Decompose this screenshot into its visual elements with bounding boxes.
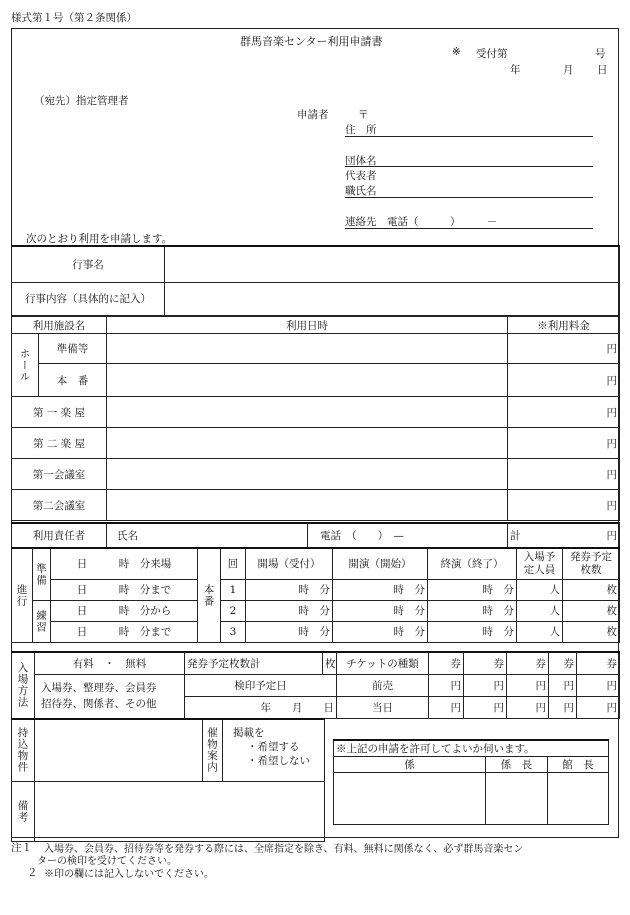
receipt-no-suffix: 号 [595, 48, 606, 60]
sameday-price[interactable]: 円 [429, 696, 464, 718]
facility-date-field[interactable] [107, 490, 508, 521]
presale-price[interactable]: 円 [464, 674, 507, 696]
group-label: 団体名 [345, 155, 377, 167]
event-content-field[interactable] [165, 282, 620, 315]
manager-name-label: 氏名 [117, 529, 138, 542]
progress-row[interactable]: 日 時 分から [51, 600, 198, 621]
end-time[interactable]: 時 分 [428, 579, 517, 600]
exhibit-opt-yes[interactable]: ・希望する [247, 741, 300, 753]
start-time[interactable]: 時 分 [333, 621, 428, 642]
facility-row-label: 本 番 [39, 364, 107, 397]
approval-question: ※上記の申請を許可してよいか伺います。 [334, 740, 609, 757]
presale-label: 前売 [337, 674, 429, 696]
show-number: 2 [221, 600, 246, 621]
people-field[interactable]: 人 [517, 600, 563, 621]
receipt-mark: ※ [452, 46, 461, 58]
progress-table [11, 547, 620, 643]
manager-table [11, 522, 620, 548]
ticket-kind-field[interactable]: 券 [464, 652, 507, 674]
event-content-label: 行事内容（具体的に記入） [12, 282, 165, 315]
receipt-label: 受付第 [476, 48, 508, 60]
facility-date-field[interactable] [107, 459, 508, 490]
facility-row-label: 第 一 楽 屋 [12, 397, 107, 428]
remarks-field[interactable] [35, 781, 325, 841]
facility-fee: 円 [508, 397, 620, 428]
facility-fee: 円 [508, 428, 620, 459]
hall-label: ホール [12, 334, 39, 397]
facility-date-field[interactable] [107, 428, 508, 459]
col-open: 開場（受付） [246, 548, 333, 579]
rep-title-label: 職氏名 [345, 185, 377, 197]
approval-table [333, 739, 609, 825]
show-number: 3 [221, 621, 246, 642]
tickets-field[interactable]: 枚 [563, 579, 620, 600]
approval-col-director: 館 長 [548, 757, 609, 773]
col-date: 利用日時 [107, 317, 508, 334]
tickets-field[interactable]: 枚 [563, 621, 620, 642]
group-line[interactable] [345, 166, 593, 167]
stamp-date-label: 検印予定日 [185, 674, 337, 696]
col-kai: 回 [221, 548, 246, 579]
note1-line1: 入場券、会員券、招待券等を発券する際には、全席指定を除き、有料、無料に関係なく、必ず群馬音楽セン [44, 844, 524, 855]
col-start: 開演（開始） [333, 548, 428, 579]
form-label: 様式第１号（第２条関係） [11, 12, 137, 24]
col-tickets: 発券予定枚数 [563, 548, 620, 579]
presale-price[interactable]: 円 [507, 674, 549, 696]
note2-num: ２ [27, 867, 38, 879]
facility-table [11, 316, 620, 521]
exhibit-field[interactable] [223, 719, 325, 781]
note2-text: ※印の欄には記入しないでください。 [44, 869, 214, 880]
admission-table [11, 651, 620, 719]
event-name-label: 行事名 [12, 246, 165, 282]
facility-date-field[interactable] [107, 334, 508, 364]
applicant-label: 申請者 [297, 109, 329, 121]
exhibit-opt-no[interactable]: ・希望しない [247, 755, 310, 767]
manager-label: 利用責任者 [12, 523, 107, 547]
receipt-month: 月 [563, 64, 574, 76]
col-fee: ※利用料金 [508, 317, 620, 334]
honban-label: 本番 [198, 548, 221, 642]
people-field[interactable]: 人 [517, 621, 563, 642]
facility-row-label: 第一会議室 [12, 459, 107, 490]
progress-row[interactable]: 日 時 分まで [51, 621, 198, 642]
stamp-date-field[interactable]: 年 月 日 [185, 696, 337, 718]
receipt-day: 日 [597, 64, 608, 76]
approval-stamp-staff[interactable] [334, 773, 486, 825]
end-time[interactable]: 時 分 [428, 600, 517, 621]
col-end: 終演（終了） [428, 548, 517, 579]
open-time[interactable]: 時 分 [246, 600, 333, 621]
facility-date-field[interactable] [107, 397, 508, 428]
sameday-price[interactable]: 円 [464, 696, 507, 718]
facility-row-label: 第 二 楽 屋 [12, 428, 107, 459]
presale-price[interactable]: 円 [549, 674, 577, 696]
event-name-field[interactable] [165, 246, 620, 282]
tickets-field[interactable]: 枚 [563, 600, 620, 621]
ticket-types-line2: 招待券、関係者、その他 [41, 698, 157, 710]
facility-fee: 円 [508, 490, 620, 521]
receipt-year: 年 [510, 64, 521, 76]
col-people: 入場予定人員 [517, 548, 563, 579]
facility-fee: 円 [508, 334, 620, 364]
total-label: 計 [510, 529, 521, 542]
prep-label: 準備 [33, 548, 51, 600]
presale-price[interactable]: 円 [429, 674, 464, 696]
note1-line2: ターの検印を受けてください。 [37, 856, 177, 867]
addressee: （宛先）指定管理者 [34, 95, 129, 107]
admission-label: 入場方法 [12, 652, 35, 718]
exhibit-label: 催物案内 [203, 719, 223, 781]
ticket-kind-field[interactable]: 券 [507, 652, 549, 674]
ticket-types-line1: 入場券、整理券、会員券 [41, 682, 157, 694]
ticket-kind-field[interactable]: 券 [549, 652, 577, 674]
total-yen: 円 [606, 529, 617, 542]
remarks-label: 備考 [12, 781, 35, 841]
facility-row-label: 準備等 [39, 334, 107, 364]
sameday-price[interactable]: 円 [549, 696, 577, 718]
exhibit-title: 掲載を [233, 727, 265, 739]
address-label: 住 所 [345, 124, 377, 136]
show-number: 1 [221, 579, 246, 600]
manager-phone-field[interactable] [308, 523, 508, 547]
address-line[interactable] [345, 136, 593, 137]
total-fee [508, 523, 620, 547]
form-title: 群馬音楽センター利用申請書 [240, 35, 383, 48]
end-time[interactable]: 時 分 [428, 621, 517, 642]
contact-line[interactable] [345, 228, 593, 229]
manager-phone-label: 電話 （ ） — [320, 529, 404, 542]
facility-date-field[interactable] [107, 364, 508, 397]
postal-mark: 〒 [358, 109, 369, 121]
approval-stamp-chief[interactable] [486, 773, 548, 825]
start-time[interactable]: 時 分 [333, 600, 428, 621]
issue-total-label: 発券予定枚数計 [185, 652, 323, 674]
manager-name-field[interactable] [107, 523, 308, 547]
bring-label: 持込物件 [12, 719, 35, 781]
approval-stamp-director[interactable] [548, 773, 609, 825]
facility-fee: 円 [508, 364, 620, 397]
ticket-kind-field[interactable]: 券 [577, 652, 620, 674]
col-facility: 利用施設名 [12, 317, 107, 334]
facility-fee: 円 [508, 459, 620, 490]
ticket-kind-field[interactable]: 券 [429, 652, 464, 674]
sameday-price[interactable]: 円 [507, 696, 549, 718]
presale-price[interactable]: 円 [577, 674, 620, 696]
progress-label: 進行 [12, 548, 33, 642]
bring-field[interactable] [35, 719, 203, 781]
approval-col-staff: 係 [334, 757, 486, 773]
rep-line[interactable] [345, 197, 593, 198]
paid-free-choice[interactable]: 有料 ・ 無料 [35, 652, 185, 674]
ticket-types[interactable] [35, 674, 185, 718]
rep-label: 代表者 [345, 170, 377, 182]
people-field[interactable]: 人 [517, 579, 563, 600]
progress-row[interactable]: 日 時 分まで [51, 579, 198, 600]
facility-row-label: 第二会議室 [12, 490, 107, 521]
event-table [11, 245, 620, 316]
sameday-price[interactable]: 円 [577, 696, 620, 718]
open-time[interactable]: 時 分 [246, 621, 333, 642]
start-time[interactable]: 時 分 [333, 579, 428, 600]
open-time[interactable]: 時 分 [246, 579, 333, 600]
ticket-kind-label: チケットの種類 [337, 652, 429, 674]
sameday-label: 当日 [337, 696, 429, 718]
bottom-left-table [11, 718, 325, 842]
approval-col-chief: 係 長 [486, 757, 548, 773]
rehearsal-label: 練習 [33, 600, 51, 642]
issue-total-unit[interactable]: 枚 [323, 652, 337, 674]
progress-row[interactable]: 日 時 分来場 [51, 548, 198, 579]
note1-num: 注１ [11, 842, 32, 854]
contact-label: 連絡先 電話（ ） － [345, 216, 498, 228]
intro-text: 次のとおり利用を申請します。 [26, 233, 173, 245]
